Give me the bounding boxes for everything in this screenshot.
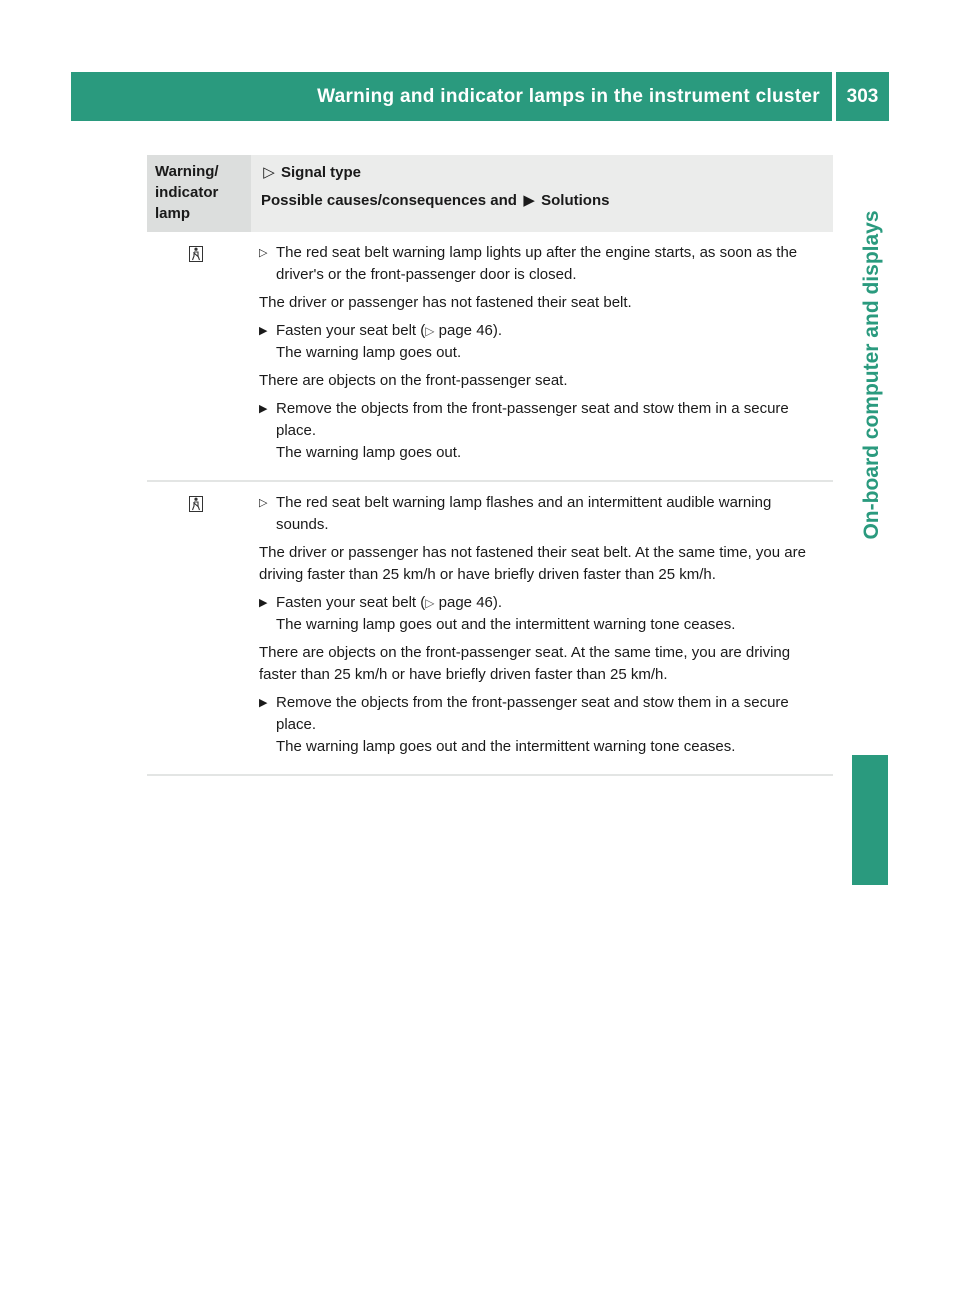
section-marker <box>852 755 888 885</box>
solution-arrow-icon: ▶ <box>259 697 268 709</box>
description-cell <box>251 232 833 480</box>
solution-arrow-icon: ▶ <box>259 597 268 609</box>
table-row <box>147 232 833 482</box>
result-text: The warning lamp goes out. <box>276 444 462 461</box>
cause-text: The driver or passenger has not fastened their seat belt. At the same time, you are driving faster than 25 km/h or have briefly driven faster than 25 km/h. <box>259 544 806 583</box>
cause-text: The driver or passenger has not fastened their seat belt. <box>259 294 632 311</box>
lamp-cell <box>147 482 251 774</box>
page-ref-icon: ▷ <box>425 596 435 610</box>
section-tab <box>852 160 892 590</box>
page-ref-icon: ▷ <box>425 324 435 338</box>
page-title: Warning and indicator lamps in the instrument cluster <box>317 86 820 107</box>
signal-text: The red seat belt warning lamp flashes and an intermittent audible warning sounds. <box>276 494 772 533</box>
page-header <box>71 72 832 121</box>
signal-type-icon: ▷ <box>259 247 268 259</box>
action-text: Remove the objects from the front-passenger seat and stow them in a secure place. <box>276 694 789 733</box>
signal-type-icon: ▷ <box>263 164 275 181</box>
result-text: The warning lamp goes out and the intermittent warning tone ceases. <box>276 616 736 633</box>
action-text: Fasten your seat belt ( <box>276 594 426 611</box>
solution-arrow-icon: ▶ <box>523 192 535 209</box>
page-reference[interactable]: page 46). <box>438 594 503 611</box>
result-text: The warning lamp goes out. <box>276 344 462 361</box>
cause-text: There are objects on the front-passenger seat. <box>259 372 568 389</box>
table-row <box>147 482 833 776</box>
table-header <box>147 155 833 232</box>
causes-label: Possible causes/consequences and <box>261 192 517 209</box>
solution-arrow-icon: ▶ <box>259 325 268 337</box>
cause-text: There are objects on the front-passenger seat. At the same time, you are driving faster than 25 km/h or have briefly driven faster than 25 km/h. <box>259 644 791 683</box>
column-header-main <box>251 155 833 232</box>
warning-lamp-table <box>147 155 833 776</box>
section-tab-label: On-board computer and displays <box>860 210 883 540</box>
signal-type-icon: ▷ <box>259 497 268 509</box>
column-header-lamp: Warning/ indicator lamp <box>147 155 251 232</box>
page-reference[interactable]: page 46). <box>438 322 503 339</box>
signal-text: The red seat belt warning lamp lights up after the engine starts, as soon as the driver's or the front-passenger door is closed. <box>276 244 798 283</box>
lamp-cell <box>147 232 251 480</box>
result-text: The warning lamp goes out and the intermittent warning tone ceases. <box>276 738 736 755</box>
description-cell <box>251 482 833 774</box>
action-text: Remove the objects from the front-passenger seat and stow them in a secure place. <box>276 400 789 439</box>
seat-belt-icon <box>189 246 203 262</box>
signal-type-label: Signal type <box>281 164 362 181</box>
solution-arrow-icon: ▶ <box>259 403 268 415</box>
page-number-box <box>836 72 889 121</box>
page-number: 303 <box>846 86 879 107</box>
seat-belt-icon <box>189 496 203 512</box>
action-text: Fasten your seat belt ( <box>276 322 426 339</box>
solutions-label: Solutions <box>541 192 610 209</box>
